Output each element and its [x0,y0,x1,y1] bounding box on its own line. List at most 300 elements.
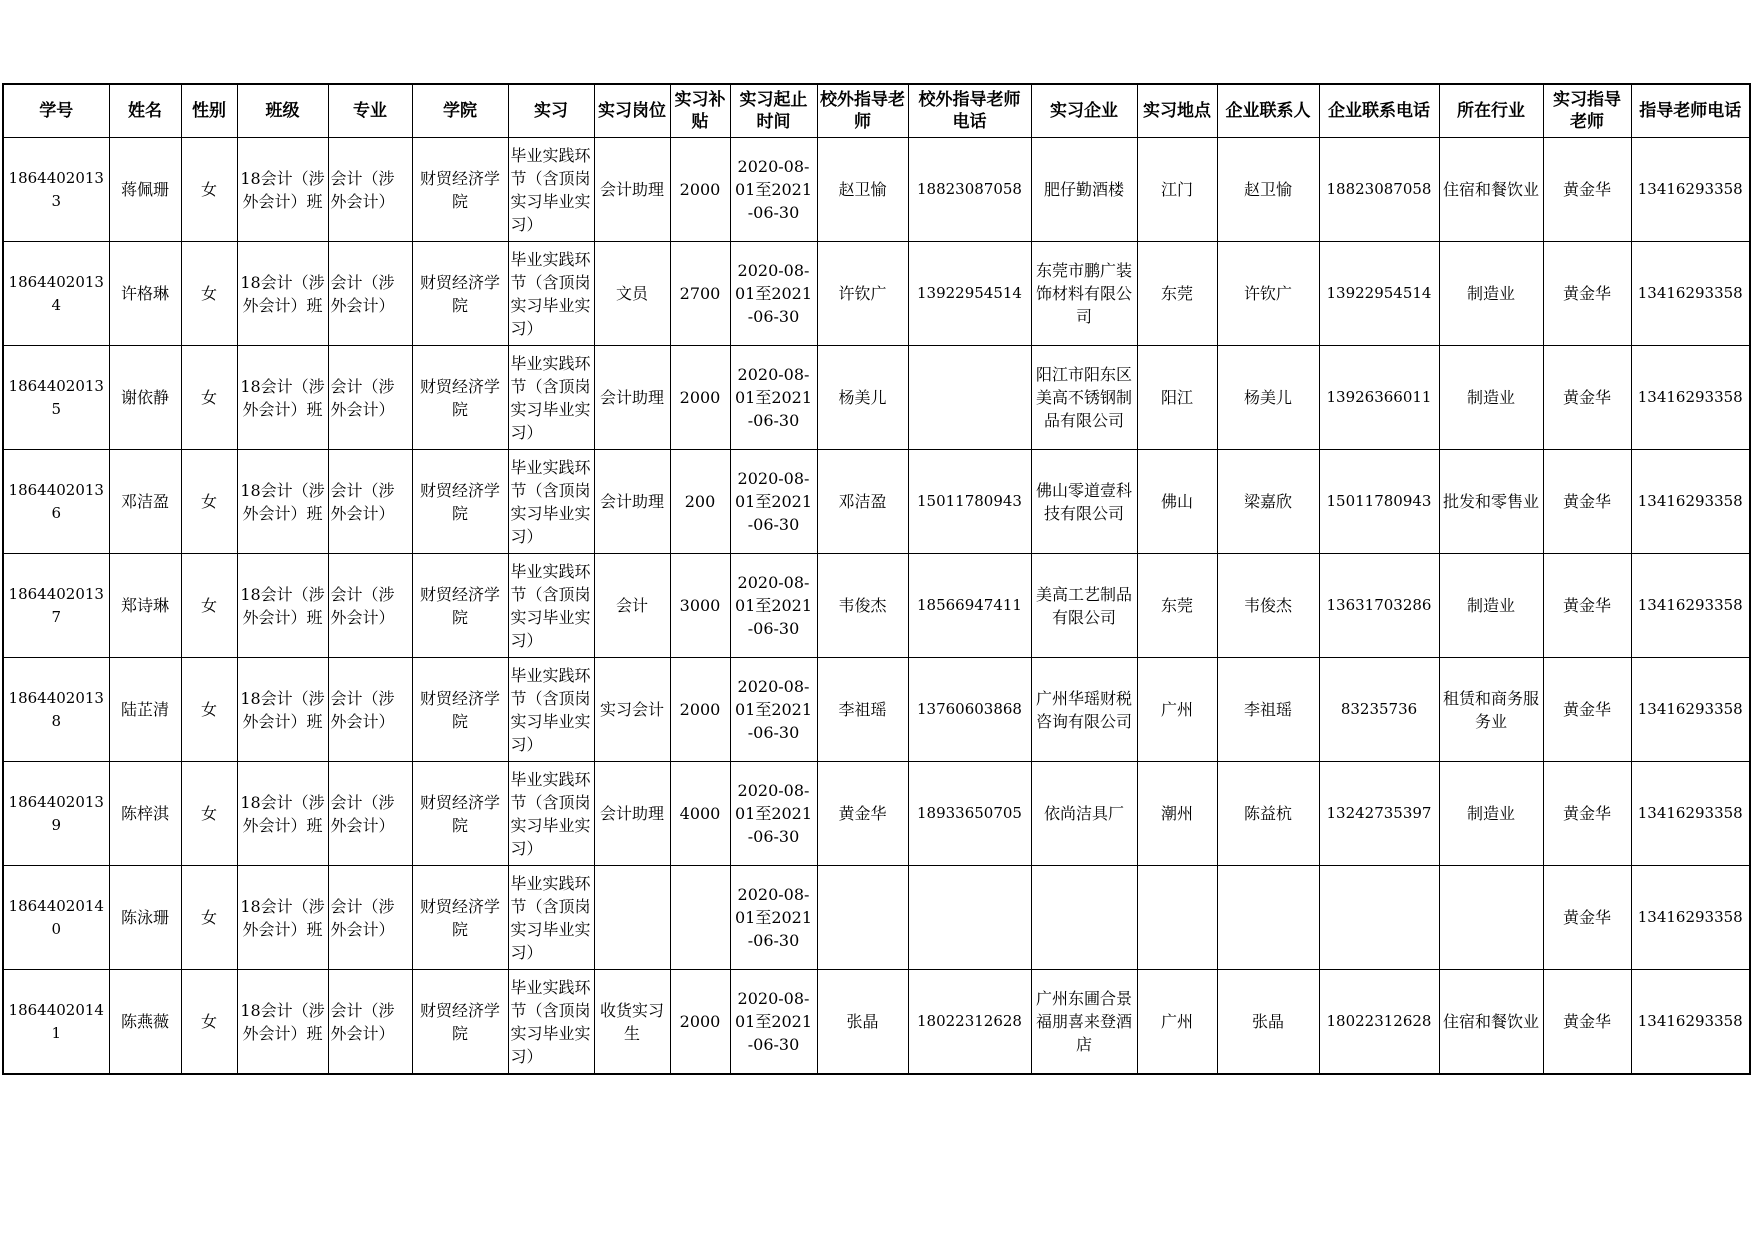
cell-allowance [670,346,730,450]
cell-text: 18会计（涉外会计）班 [240,168,325,211]
cell-text: 2020-08-01至2021-06-30 [734,885,813,950]
cell-allowance [670,138,730,242]
cell-text: 广州东圃合景福朋喜来登酒店 [1035,989,1132,1054]
cell-industry [1439,346,1543,450]
cell-text: 会计（涉外会计） [330,272,395,315]
cell-text: 毕业实践环节（含顶岗实习毕业实习） [510,249,591,338]
cell-period [730,242,817,346]
cell-college [412,450,508,554]
cell-company-phone [1319,554,1439,658]
cell-external-advisor [817,866,908,970]
cell-internship-advisor [1543,450,1631,554]
cell-text: 13416293358 [1637,1012,1743,1030]
cell-name [109,138,181,242]
cell-advisor-phone [1631,762,1750,866]
cell-text: 18823087058 [917,180,1022,198]
cell-name [109,450,181,554]
cell-text: 2020-08-01至2021-06-30 [734,989,813,1054]
cell-text: 批发和零售业 [1442,492,1539,511]
cell-text: 女 [200,284,217,303]
cell-text: 18会计（涉外会计）班 [240,1000,325,1043]
column-header-gender: 性别 [181,84,237,138]
cell-major [328,970,412,1075]
column-header-internship-advisor: 实习指导老师 [1543,84,1631,138]
cell-advisor-phone [1631,138,1750,242]
cell-company-phone [1319,242,1439,346]
cell-company [1031,866,1137,970]
cell-company [1031,970,1137,1075]
cell-allowance [670,970,730,1075]
cell-company [1031,138,1137,242]
cell-internship-advisor [1543,554,1631,658]
cell-company-contact [1217,138,1319,242]
cell-text: 广州 [1160,1012,1193,1031]
table-row [3,346,1750,450]
cell-allowance [670,762,730,866]
column-header-external-advisor-phone: 校外指导老师电话 [908,84,1031,138]
cell-location [1137,346,1217,450]
cell-text: 黄金华 [1562,804,1611,823]
cell-internship-type [508,554,594,658]
cell-class [237,138,328,242]
cell-internship-advisor [1543,138,1631,242]
cell-text: 住宿和餐饮业 [1442,1012,1539,1031]
column-header-college: 学院 [412,84,508,138]
cell-position [594,866,670,970]
cell-text: 女 [200,492,217,511]
cell-name [109,554,181,658]
column-header-major: 专业 [328,84,412,138]
cell-text: 佛山零道壹科技有限公司 [1035,480,1132,523]
cell-gender [181,762,237,866]
cell-company-contact [1217,450,1319,554]
cell-period [730,658,817,762]
cell-internship-type [508,970,594,1075]
cell-text: 会计（涉外会计） [330,376,395,419]
cell-text: 黄金华 [1562,180,1611,199]
cell-advisor-phone [1631,554,1750,658]
cell-class [237,762,328,866]
cell-industry [1439,450,1543,554]
cell-class [237,658,328,762]
cell-period [730,970,817,1075]
column-header-company: 实习企业 [1031,84,1137,138]
cell-company [1031,658,1137,762]
cell-text: 13926366011 [1326,388,1432,406]
cell-text: 韦俊杰 [1243,596,1292,615]
cell-industry [1439,554,1543,658]
cell-major [328,450,412,554]
cell-text: 毕业实践环节（含顶岗实习毕业实习） [510,457,591,546]
cell-text: 梁嘉欣 [1243,492,1292,511]
table-row [3,554,1750,658]
cell-external-advisor-phone [908,866,1031,970]
cell-text: 蒋佩珊 [120,180,169,199]
cell-student-id [3,762,109,866]
cell-text: 女 [200,596,217,615]
cell-text: 制造业 [1466,596,1515,615]
cell-internship-advisor [1543,242,1631,346]
cell-student-id [3,554,109,658]
cell-company-contact [1217,346,1319,450]
cell-text: 18会计（涉外会计）班 [240,272,325,315]
cell-text: 13416293358 [1637,284,1743,302]
cell-text: 阳江市阳东区美高不锈钢制品有限公司 [1035,365,1132,430]
column-header-name: 姓名 [109,84,181,138]
cell-company [1031,554,1137,658]
cell-external-advisor-phone [908,450,1031,554]
cell-text: 13416293358 [1637,596,1743,614]
column-header-allowance: 实习补贴 [670,84,730,138]
cell-text: 13416293358 [1637,804,1743,822]
cell-college [412,866,508,970]
cell-college [412,762,508,866]
cell-text: 女 [200,388,217,407]
cell-major [328,866,412,970]
cell-text: 毕业实践环节（含顶岗实习毕业实习） [510,353,591,442]
table-row [3,450,1750,554]
cell-advisor-phone [1631,658,1750,762]
cell-company-phone [1319,762,1439,866]
cell-text: 会计（涉外会计） [330,480,395,523]
cell-text: 会计（涉外会计） [330,168,395,211]
cell-text: 13922954514 [917,284,1022,302]
cell-company-contact [1217,970,1319,1075]
cell-advisor-phone [1631,970,1750,1075]
cell-period [730,554,817,658]
table-row [3,866,1750,970]
cell-text: 财贸经济学院 [419,688,500,731]
column-header-company-contact: 企业联系人 [1217,84,1319,138]
cell-text: 2020-08-01至2021-06-30 [734,573,813,638]
cell-text: 2000 [679,700,721,719]
cell-external-advisor [817,138,908,242]
cell-text: 韦俊杰 [838,596,887,615]
cell-text: 张晶 [1251,1012,1284,1031]
cell-text: 黄金华 [1562,284,1611,303]
cell-location [1137,866,1217,970]
cell-text: 4000 [679,804,721,823]
cell-text: 18644020138 [8,688,104,730]
cell-external-advisor [817,658,908,762]
cell-text: 毕业实践环节（含顶岗实习毕业实习） [510,561,591,650]
cell-text: 财贸经济学院 [419,584,500,627]
cell-text: 租赁和商务服务业 [1442,688,1539,731]
cell-text: 邓洁盈 [120,492,169,511]
column-header-location: 实习地点 [1137,84,1217,138]
cell-text: 陈益杭 [1243,804,1292,823]
cell-gender [181,450,237,554]
cell-company-contact [1217,554,1319,658]
cell-company-phone [1319,346,1439,450]
cell-major [328,242,412,346]
cell-location [1137,762,1217,866]
cell-text: 18644020139 [8,792,104,834]
cell-internship-type [508,346,594,450]
cell-text: 2000 [679,388,721,407]
cell-class [237,866,328,970]
cell-text: 李祖瑶 [838,700,887,719]
cell-location [1137,658,1217,762]
cell-text: 黄金华 [1562,1012,1611,1031]
cell-text: 毕业实践环节（含顶岗实习毕业实习） [510,769,591,858]
cell-allowance [670,242,730,346]
cell-location [1137,450,1217,554]
cell-text: 13416293358 [1637,908,1743,926]
cell-internship-advisor [1543,346,1631,450]
cell-internship-type [508,138,594,242]
cell-internship-type [508,762,594,866]
cell-text: 毕业实践环节（含顶岗实习毕业实习） [510,873,591,962]
cell-text: 2000 [679,180,721,199]
cell-industry [1439,658,1543,762]
table-row [3,242,1750,346]
cell-college [412,138,508,242]
cell-text: 200 [684,492,716,511]
cell-text: 制造业 [1466,388,1515,407]
cell-text: 赵卫愉 [838,180,887,199]
cell-text: 财贸经济学院 [419,168,500,211]
cell-text: 2020-08-01至2021-06-30 [734,365,813,430]
cell-text: 13416293358 [1637,492,1743,510]
cell-text: 3000 [679,596,721,615]
cell-text: 会计助理 [599,180,664,199]
cell-period [730,762,817,866]
cell-class [237,242,328,346]
cell-major [328,346,412,450]
table-row [3,138,1750,242]
table-row [3,762,1750,866]
cell-text: 美高工艺制品有限公司 [1035,584,1132,627]
cell-text: 黄金华 [1562,492,1611,511]
cell-text: 财贸经济学院 [419,480,500,523]
cell-company-contact [1217,866,1319,970]
cell-text: 制造业 [1466,804,1515,823]
cell-name [109,762,181,866]
cell-text: 18会计（涉外会计）班 [240,480,325,523]
cell-major [328,138,412,242]
cell-text: 18会计（涉外会计）班 [240,792,325,835]
cell-text: 许格琳 [120,284,169,303]
table-row [3,658,1750,762]
cell-text: 会计（涉外会计） [330,584,395,627]
header-row [3,84,1750,138]
cell-text: 15011780943 [917,492,1022,510]
cell-text: 邓洁盈 [838,492,887,511]
cell-location [1137,138,1217,242]
cell-name [109,242,181,346]
cell-text: 许钦广 [1243,284,1292,303]
cell-company [1031,762,1137,866]
cell-text: 财贸经济学院 [419,896,500,939]
cell-position [594,242,670,346]
cell-college [412,554,508,658]
cell-text: 会计（涉外会计） [330,896,395,939]
cell-gender [181,866,237,970]
cell-company-phone [1319,658,1439,762]
cell-external-advisor-phone [908,658,1031,762]
cell-major [328,554,412,658]
table-row [3,970,1750,1075]
column-header-class: 班级 [237,84,328,138]
cell-company-phone [1319,450,1439,554]
cell-text: 会计助理 [599,804,664,823]
cell-external-advisor-phone [908,346,1031,450]
cell-text: 实习会计 [599,700,664,719]
cell-text: 江门 [1160,180,1193,199]
cell-text: 18会计（涉外会计）班 [240,896,325,939]
cell-class [237,970,328,1075]
cell-text: 2000 [679,1012,721,1031]
cell-position [594,138,670,242]
cell-name [109,970,181,1075]
cell-external-advisor [817,450,908,554]
cell-text: 潮州 [1160,804,1193,823]
cell-text: 东莞市鹏广装饰材料有限公司 [1035,261,1132,326]
cell-student-id [3,658,109,762]
cell-text: 李祖瑶 [1243,700,1292,719]
cell-position [594,346,670,450]
cell-company [1031,242,1137,346]
cell-company [1031,450,1137,554]
cell-college [412,346,508,450]
cell-text: 13922954514 [1326,284,1432,302]
cell-text: 毕业实践环节（含顶岗实习毕业实习） [510,977,591,1066]
cell-text: 黄金华 [1562,596,1611,615]
cell-advisor-phone [1631,242,1750,346]
cell-external-advisor-phone [908,970,1031,1075]
cell-period [730,346,817,450]
cell-position [594,970,670,1075]
cell-text: 依尚洁具厂 [1043,804,1124,823]
table-body [3,138,1750,1075]
cell-allowance [670,658,730,762]
cell-internship-advisor [1543,658,1631,762]
cell-student-id [3,138,109,242]
cell-industry [1439,970,1543,1075]
cell-college [412,242,508,346]
cell-external-advisor-phone [908,762,1031,866]
cell-text: 2020-08-01至2021-06-30 [734,157,813,222]
cell-class [237,346,328,450]
cell-text: 黄金华 [1562,700,1611,719]
cell-text: 13631703286 [1326,596,1432,614]
cell-text: 18933650705 [917,804,1022,822]
cell-text: 黄金华 [1562,908,1611,927]
cell-text: 佛山 [1160,492,1193,511]
internship-table [2,83,1751,1075]
cell-text: 18644020141 [8,1000,104,1042]
cell-position [594,762,670,866]
cell-student-id [3,346,109,450]
cell-text: 文员 [615,284,648,303]
cell-student-id [3,970,109,1075]
cell-period [730,138,817,242]
cell-company [1031,346,1137,450]
column-header-industry: 所在行业 [1439,84,1543,138]
cell-text: 会计（涉外会计） [330,688,395,731]
cell-industry [1439,138,1543,242]
cell-position [594,658,670,762]
cell-location [1137,970,1217,1075]
cell-text: 陈泳珊 [120,908,169,927]
column-header-position: 实习岗位 [594,84,670,138]
cell-allowance [670,866,730,970]
cell-text: 18644020135 [8,376,104,418]
cell-text: 2020-08-01至2021-06-30 [734,677,813,742]
cell-text: 18644020137 [8,584,104,626]
cell-name [109,866,181,970]
cell-text: 制造业 [1466,284,1515,303]
cell-company-contact [1217,658,1319,762]
cell-company-contact [1217,762,1319,866]
cell-internship-type [508,658,594,762]
cell-internship-advisor [1543,866,1631,970]
cell-external-advisor [817,346,908,450]
cell-external-advisor-phone [908,242,1031,346]
cell-text: 女 [200,908,217,927]
cell-allowance [670,450,730,554]
cell-internship-advisor [1543,970,1631,1075]
cell-text: 18644020140 [8,896,104,938]
cell-text: 杨美儿 [838,388,887,407]
cell-text: 13416293358 [1637,180,1743,198]
cell-advisor-phone [1631,866,1750,970]
cell-text: 18会计（涉外会计）班 [240,584,325,627]
cell-text: 赵卫愉 [1243,180,1292,199]
cell-text: 广州 [1160,700,1193,719]
cell-name [109,346,181,450]
column-header-company-phone: 企业联系电话 [1319,84,1439,138]
cell-text: 15011780943 [1326,492,1432,510]
cell-text: 黄金华 [838,804,887,823]
cell-internship-type [508,242,594,346]
cell-text: 女 [200,700,217,719]
cell-gender [181,554,237,658]
cell-company-phone [1319,866,1439,970]
cell-company-contact [1217,242,1319,346]
cell-text: 18823087058 [1326,180,1432,198]
cell-external-advisor-phone [908,554,1031,658]
cell-gender [181,970,237,1075]
cell-text: 女 [200,180,217,199]
cell-industry [1439,762,1543,866]
cell-advisor-phone [1631,346,1750,450]
cell-external-advisor [817,554,908,658]
cell-position [594,450,670,554]
cell-text: 财贸经济学院 [419,792,500,835]
cell-text: 13760603868 [917,700,1022,718]
cell-student-id [3,866,109,970]
cell-text: 18644020136 [8,480,104,522]
cell-external-advisor [817,762,908,866]
cell-position [594,554,670,658]
column-header-internship-type: 实习 [508,84,594,138]
cell-location [1137,242,1217,346]
cell-text: 许钦广 [838,284,887,303]
cell-text: 陈燕薇 [120,1012,169,1031]
cell-advisor-phone [1631,450,1750,554]
cell-gender [181,658,237,762]
cell-text: 收货实习生 [599,1000,664,1043]
cell-internship-advisor [1543,762,1631,866]
cell-internship-type [508,450,594,554]
cell-location [1137,554,1217,658]
cell-major [328,762,412,866]
cell-text: 2020-08-01至2021-06-30 [734,261,813,326]
cell-text: 张晶 [846,1012,879,1031]
cell-text: 13416293358 [1637,388,1743,406]
